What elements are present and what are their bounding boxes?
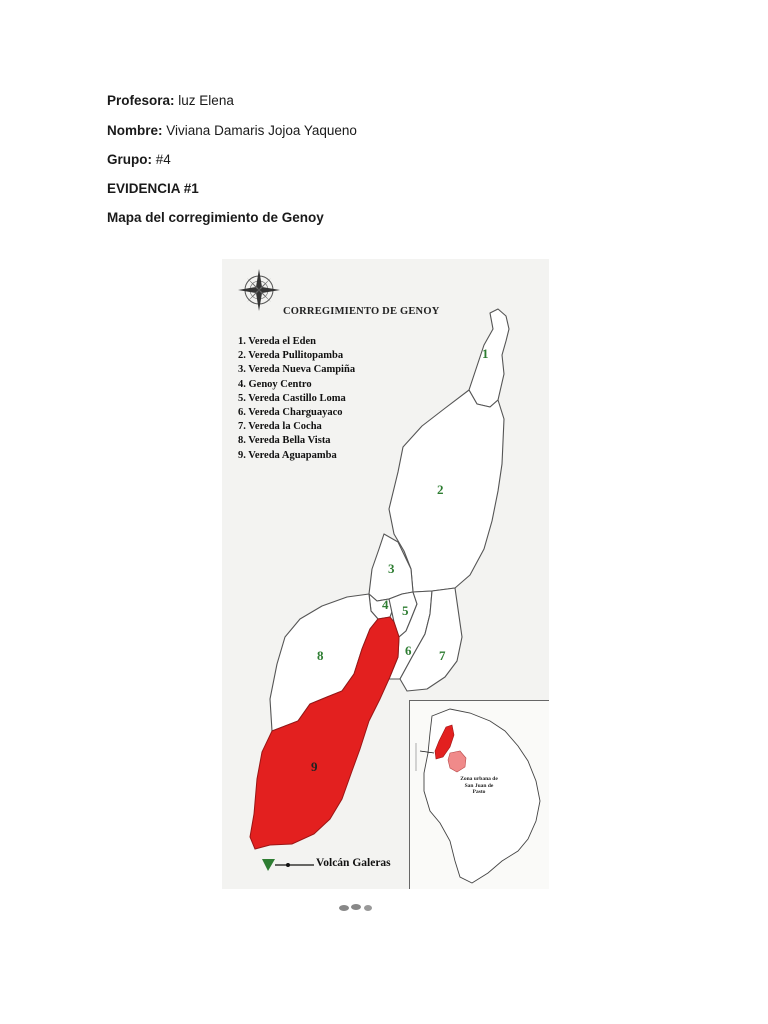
region-number-6: 6 [405, 643, 412, 658]
profesora-value: luz Elena [178, 93, 234, 108]
region-1-vereda-el-eden [469, 309, 509, 407]
map-title: CORREGIMIENTO DE GENOY [283, 306, 440, 317]
region-number-1: 1 [482, 346, 489, 361]
legend-item: 6. Vereda Charguayaco [238, 407, 343, 419]
legend-item: 9. Vereda Aguapamba [238, 449, 337, 461]
grupo-label: Grupo: [107, 152, 152, 167]
nombre-value: Viviana Damaris Jojoa Yaqueno [166, 123, 357, 138]
grupo-line [107, 152, 171, 167]
legend-item: 1. Vereda el Eden [238, 336, 316, 347]
region-number-8: 8 [317, 648, 324, 663]
pasto-inset-map [409, 700, 549, 889]
region-number-3: 3 [388, 561, 395, 576]
region-number-4: 4 [382, 597, 389, 612]
compass-rose-icon [238, 269, 280, 311]
map-section-title: Mapa del corregimiento de Genoy [107, 210, 324, 225]
volcan-galeras-label: Volcán Galeras [316, 857, 391, 869]
legend-item: 3. Vereda Nueva Campiña [238, 364, 356, 376]
legend-item: 5. Vereda Castillo Loma [238, 392, 346, 404]
evidencia-text: EVIDENCIA #1 [107, 181, 199, 196]
profesora-label: Profesora: [107, 93, 175, 108]
region-number-5: 5 [402, 603, 409, 618]
region-number-9: 9 [311, 759, 318, 774]
nombre-label: Nombre: [107, 123, 163, 138]
genoy-map-image [222, 259, 549, 889]
volcano-triangle-icon [262, 859, 314, 871]
bottom-decoration-icon [328, 902, 388, 912]
grupo-value: #4 [155, 152, 171, 167]
map-legend [238, 335, 355, 463]
region-number-7: 7 [439, 648, 446, 663]
profesora-line [107, 93, 234, 108]
legend-item: 2. Vereda Pullitopamba [238, 350, 344, 362]
evidencia-heading [107, 181, 199, 196]
legend-item: 8. Vereda Bella Vista [238, 435, 331, 447]
legend-item: 7. Vereda la Cocha [238, 421, 322, 433]
map-section-heading [107, 210, 324, 225]
municipio-outline [424, 709, 540, 883]
nombre-line [107, 123, 357, 138]
urban-zone-label: Zona urbana de San Juan de Pasto [460, 776, 498, 795]
legend-item: 4. Genoy Centro [238, 378, 312, 390]
region-number-2: 2 [437, 482, 444, 497]
